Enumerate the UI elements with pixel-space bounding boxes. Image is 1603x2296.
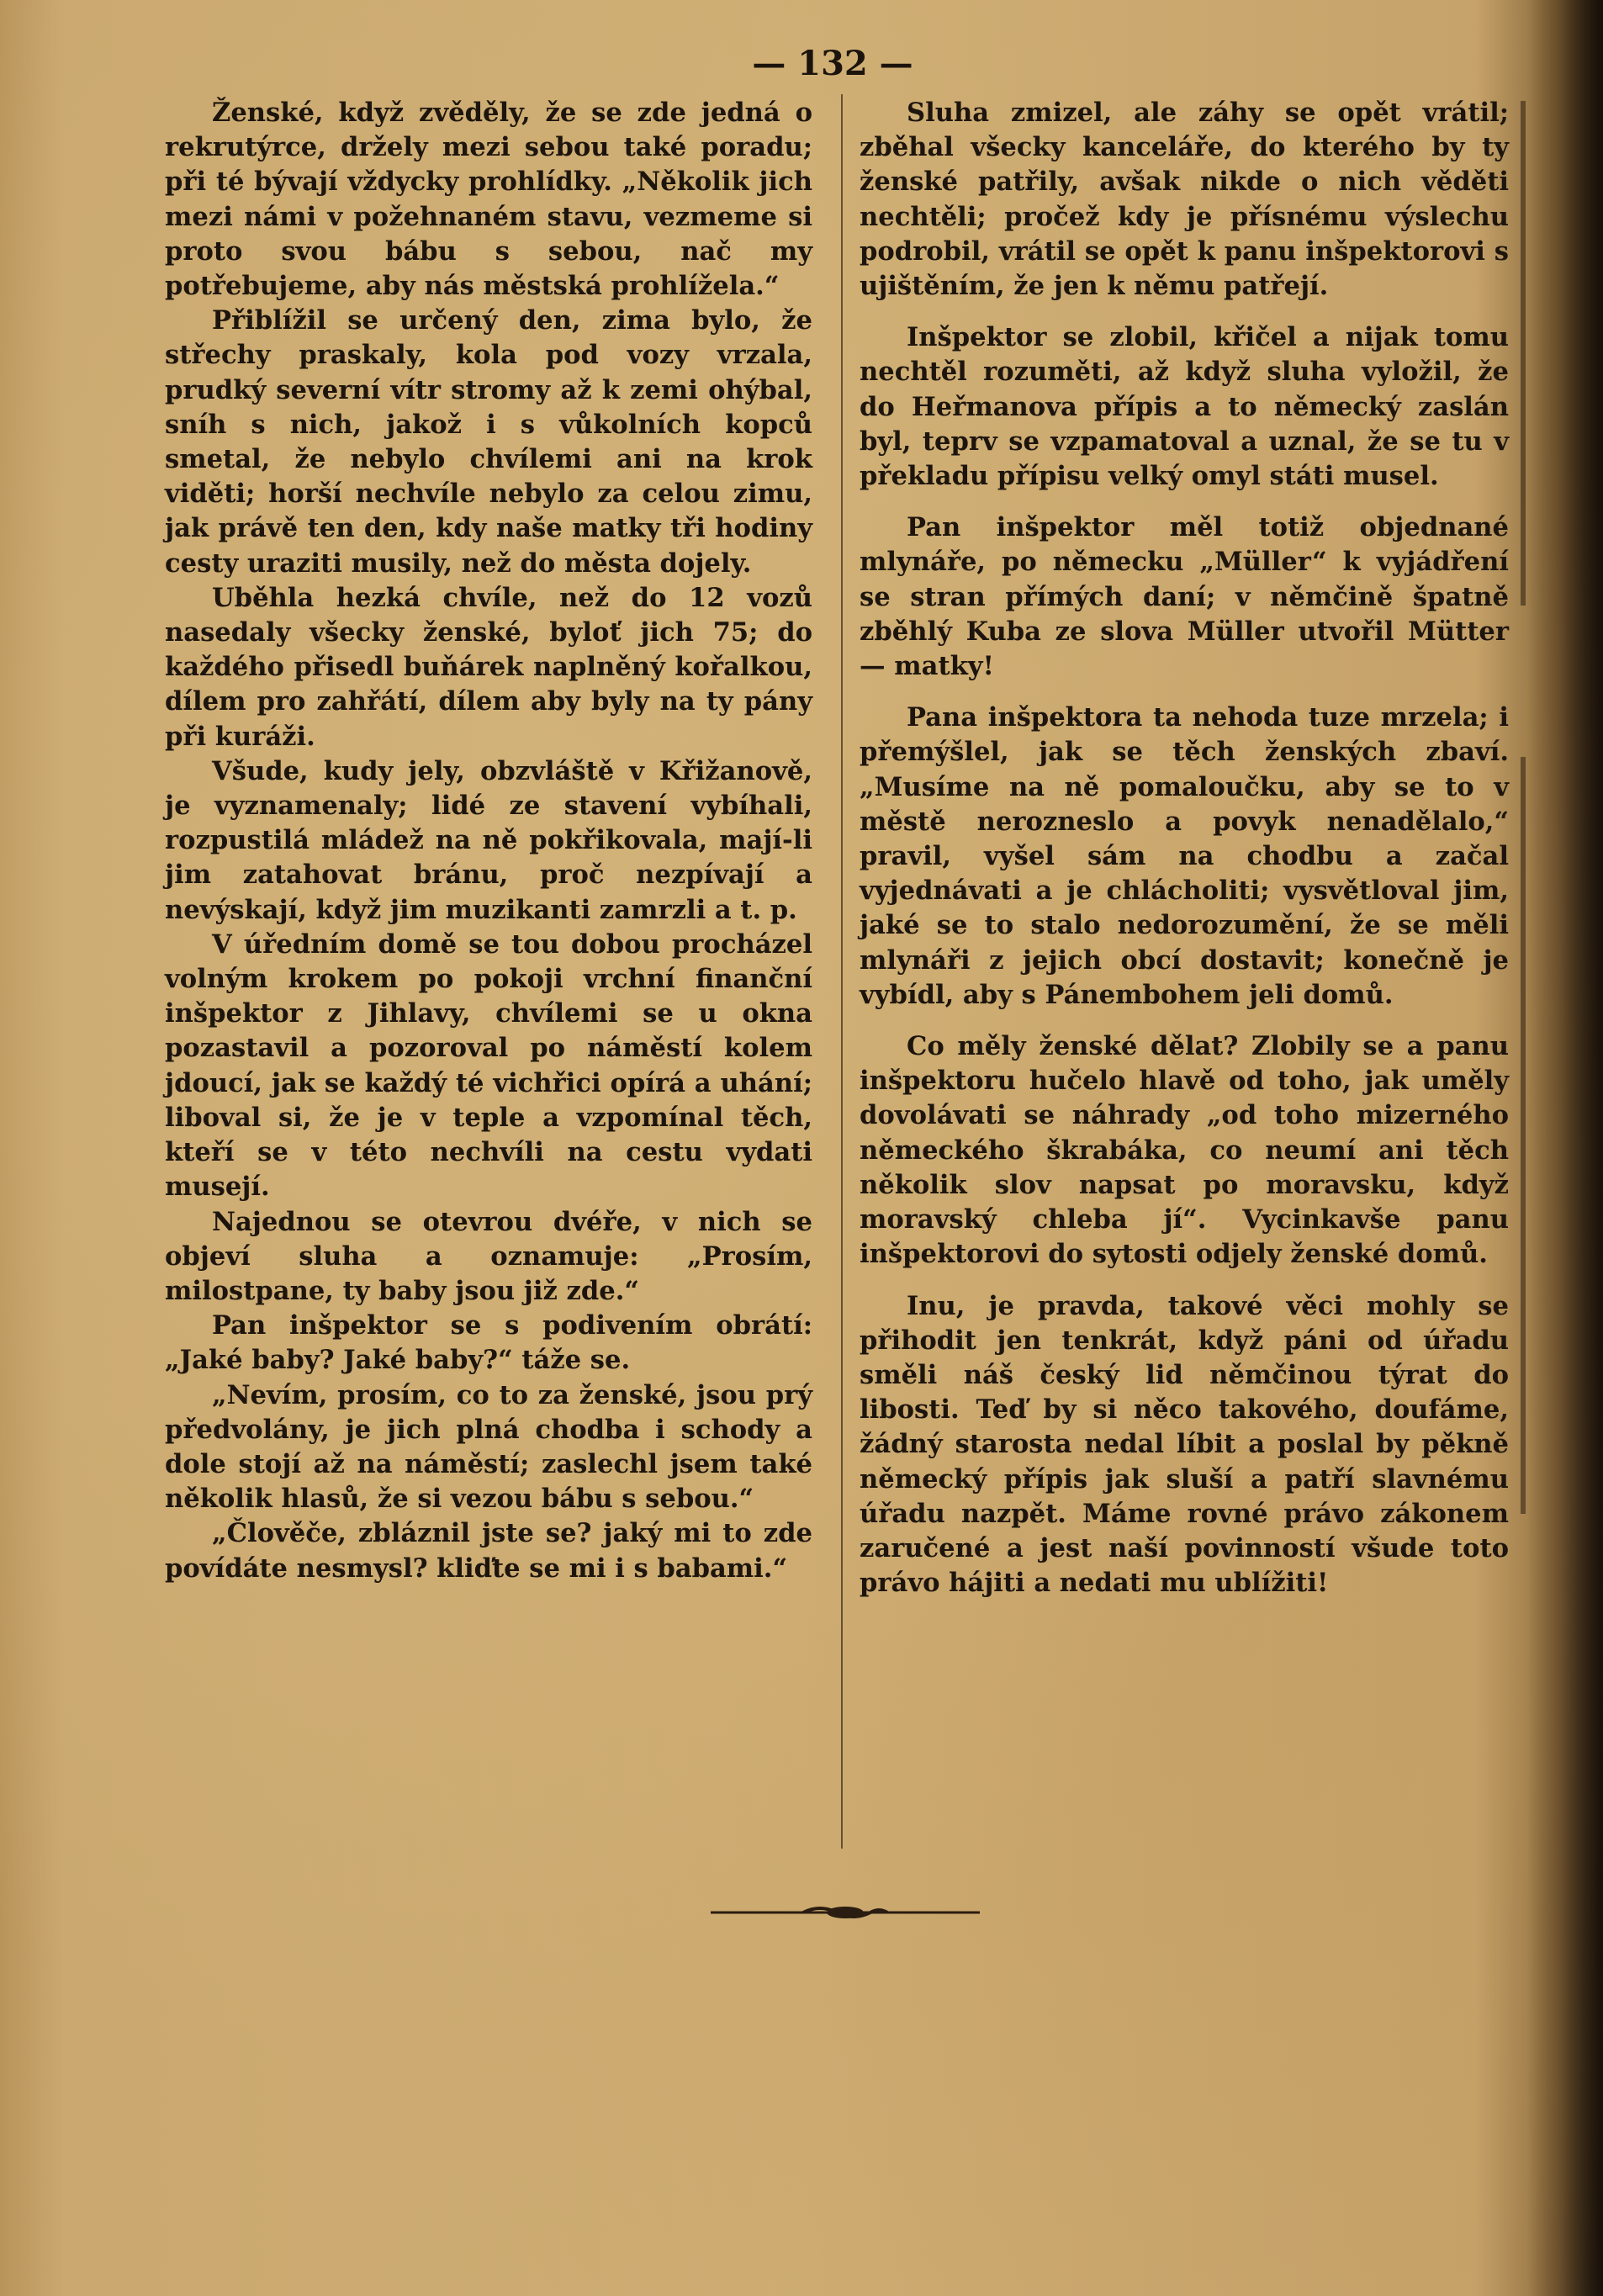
- paragraph: Přiblížil se určený den, zima bylo, že střechy praskaly, kola pod vozy vrzala, prudký severní vítr stromy až k zemi ohýbal, sníh s nich, jakož i s vůkolních kopců smetal, že nebylo chvílemi ani na krok viděti; horší nechvíle nebylo za celou zimu, jak právě ten den, kdy naše matky tři hodiny cesty uraziti musily, než do města dojely.: [165, 305, 812, 579]
- page-number: — 132 —: [752, 44, 913, 83]
- paragraph: Pana inšpektora ta nehoda tuze mrzela; i přemýšlel, jak se těch ženských zbaví. „Musíme na ně pomaloučku, aby se to v městě nerozneslo a povyk nenadělalo,“ pravil, vyšel sám na chodbu a začal vyjednávati a je chlácholiti; vysvětloval jim, jaké se to stalo nedorozumění, že se měli mlynáři z jejich obcí dostavit; konečně je vybídl, aby s Pánembohem jeli domů.: [860, 702, 1509, 1010]
- paragraph: Pan inšpektor se s podivením obrátí: „Jaké baby? Jaké baby?“ táže se.: [165, 1310, 812, 1376]
- ornament-divider: [711, 1902, 980, 1923]
- page-edge-mark: [1521, 101, 1526, 606]
- paragraph: „Člověče, zbláznil jste se? jaký mi to zde povídáte nesmysl? kliďte se mi i s babami.“: [165, 1518, 812, 1584]
- page-edge-mark: [1521, 757, 1526, 1514]
- left-column: [165, 96, 812, 1586]
- paragraph: Co měly ženské dělat? Zlobily se a panu inšpektoru hučelo hlavě od toho, jak uměly dovolávati se náhrady „od toho mizerného německého škrabáka, co neumí ani těch několik slov napsat po moravsku, když moravský chleba jí“. Vycinkavše panu inšpektorovi do sytosti odjely ženské domů.: [860, 1031, 1509, 1270]
- spine-shadow: [1527, 0, 1603, 2296]
- paragraph: Ženské, když zvěděly, že se zde jedná o rekrutýrce, držely mezi sebou také poradu; při té bývají vždycky prohlídky. „Několik jich mezi námi v požehnaném stavu, vezmeme si proto svou bábu s sebou, nač my potřebujeme, aby nás městská prohlížela.“: [165, 98, 812, 302]
- paragraph: Uběhla hezká chvíle, než do 12 vozů nasedaly všecky ženské, byloť jich 75; do každého přisedl buňárek naplněný kořalkou, dílem pro zahřátí, dílem aby byly na ty pány při kuráži.: [165, 582, 812, 752]
- paragraph: „Nevím, prosím, co to za ženské, jsou prý předvolány, je jich plná chodba i schody a dole stojí až na náměstí; zaslechl jsem také několik hlasů, že si vezou bábu s sebou.“: [165, 1379, 812, 1515]
- paragraph: Inu, je pravda, takové věci mohly se přihodit jen tenkrát, když páni od úřadu směli náš český lid němčinou týrat do libosti. Teď by si něco takového, doufáme, žádný starosta nedal líbit a poslal by pěkně německý přípis jak sluší a patří slavnému úřadu nazpět. Máme rovné právo zákonem zaručené a jest naší povinností všude toto právo hájiti a nedati mu ublížiti!: [860, 1290, 1509, 1599]
- paragraph: Inšpektor se zlobil, křičel a nijak tomu nechtěl rozuměti, až když sluha vyložil, že do Heřmanova přípis a to německý zaslán byl, teprv se vzpamatoval a uznal, že se tu v překladu přípisu velký omyl státi musel.: [860, 322, 1509, 492]
- right-column: [860, 96, 1509, 1617]
- column-divider: [841, 94, 843, 1849]
- paragraph: Všude, kudy jely, obzvláště v Křižanově, je vyznamenaly; lidé ze stavení vybíhali, rozpustilá mládež na ně pokřikovala, mají-li jim zatahovat bránu, proč nezpívají a nevýskají, když jim muzikanti zamrzli a t. p.: [165, 755, 812, 925]
- paragraph: V úředním domě se tou dobou procházel volným krokem po pokoji vrchní finanční inšpektor z Jihlavy, chvílemi se u okna pozastavil a pozoroval po náměstí kolem jdoucí, jak se každý té vichřici opírá a uhání; liboval si, že je v teple a vzpomínal těch, kteří se v této nechvíli na cestu vydati musejí.: [165, 928, 812, 1203]
- paragraph: Najednou se otevrou dvéře, v nich se objeví sluha a oznamuje: „Prosím, milostpane, ty baby jsou již zde.“: [165, 1206, 812, 1306]
- paragraph: Pan inšpektor měl totiž objednané mlynáře, po německu „Müller“ k vyjádření se stran přímých daní; v němčině špatně zběhlý Kuba ze slova Müller utvořil Mütter — matky!: [860, 512, 1509, 682]
- paragraph: Sluha zmizel, ale záhy se opět vrátil; zběhal všecky kanceláře, do kterého by ty ženské patřily, avšak nikde o nich věděti nechtěli; pročež kdy je přísnému výslechu podrobil, vrátil se opět k panu inšpektorovi s ujištěním, že jen k němu patřejí.: [860, 98, 1509, 302]
